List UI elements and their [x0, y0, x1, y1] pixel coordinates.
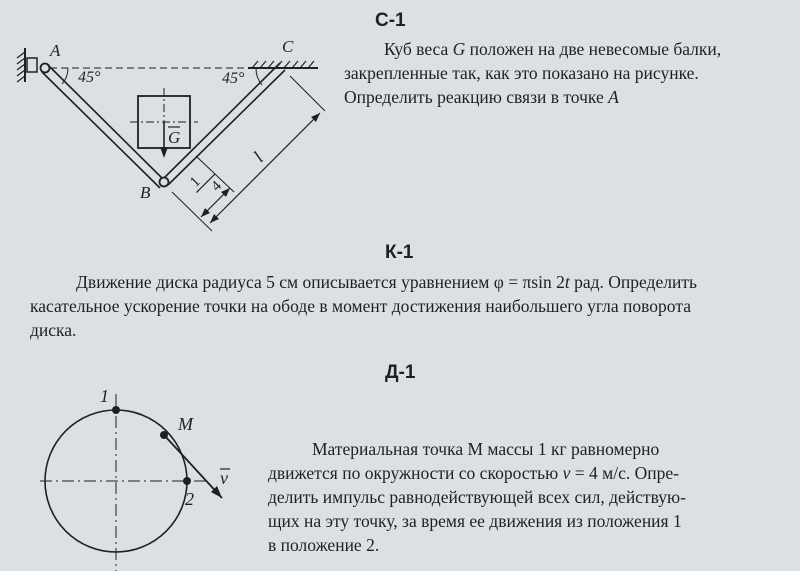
label-v: v [220, 468, 228, 488]
svg-text:4: 4 [208, 178, 226, 195]
c1-heading: С-1 [375, 10, 406, 31]
dim-label-l: l [249, 148, 268, 166]
gravity-arrowhead [160, 147, 168, 158]
k1-text-line3: диска. [30, 320, 77, 340]
dim-label-quarter [185, 163, 227, 205]
dim-l-line [210, 113, 320, 223]
label-b: B [140, 183, 151, 202]
ceiling-c-hatch [252, 61, 314, 68]
dim-l-ext-c [290, 76, 325, 111]
d1-circle-figure [30, 380, 260, 571]
c1-text-line1: Куб веса G положен на две невесомые балки, [384, 39, 722, 59]
point-1 [112, 406, 120, 414]
svg-text:1: 1 [187, 173, 204, 191]
hinge-a-block [27, 58, 37, 72]
d1-text-line2: движется по окружности со скоростью v = 4 м/с. Опре- [268, 463, 679, 483]
label-m: M [178, 414, 193, 434]
c1-text-line3: Определить реакцию связи в точке A [344, 87, 619, 107]
label-1: 1 [100, 386, 109, 406]
point-m [160, 431, 168, 439]
d1-heading: Д-1 [385, 362, 416, 383]
k1-text-line2: касательное ускорение точки на ободе в момент достижения наибольшего угла поворота [30, 296, 691, 316]
c1-text-line2: закрепленные так, как это показано на рисунке. [344, 63, 699, 83]
angle-label-c: 45° [222, 70, 245, 87]
d1-text [268, 437, 788, 557]
d1-text-line4: щих на эту точку, за время ее движения из положения 1 [268, 511, 682, 531]
label-2: 2 [185, 489, 194, 509]
d1-text-line3: делить импульс равнодействующей всех сил, действую- [268, 487, 686, 507]
c1-text [344, 37, 794, 109]
beam-ab [42, 64, 166, 188]
k1-text [30, 270, 790, 342]
k1-text-line1: Движение диска радиуса 5 см описывается уравнением φ = πsin 2t рад. Определить [76, 272, 697, 292]
point-2 [183, 477, 191, 485]
angle-label-a: 45° [78, 69, 101, 86]
hinge-b [160, 178, 169, 187]
label-c: C [282, 37, 294, 56]
wall-a-hatch [17, 52, 25, 82]
label-a: A [50, 41, 61, 60]
c1-beam-figure [0, 30, 340, 245]
d1-text-line5: в положение 2. [268, 535, 380, 555]
label-g: G [168, 128, 181, 147]
k1-heading: К-1 [385, 242, 414, 263]
d1-text-line1: Материальная точка М массы 1 кг равномерно [312, 439, 660, 459]
